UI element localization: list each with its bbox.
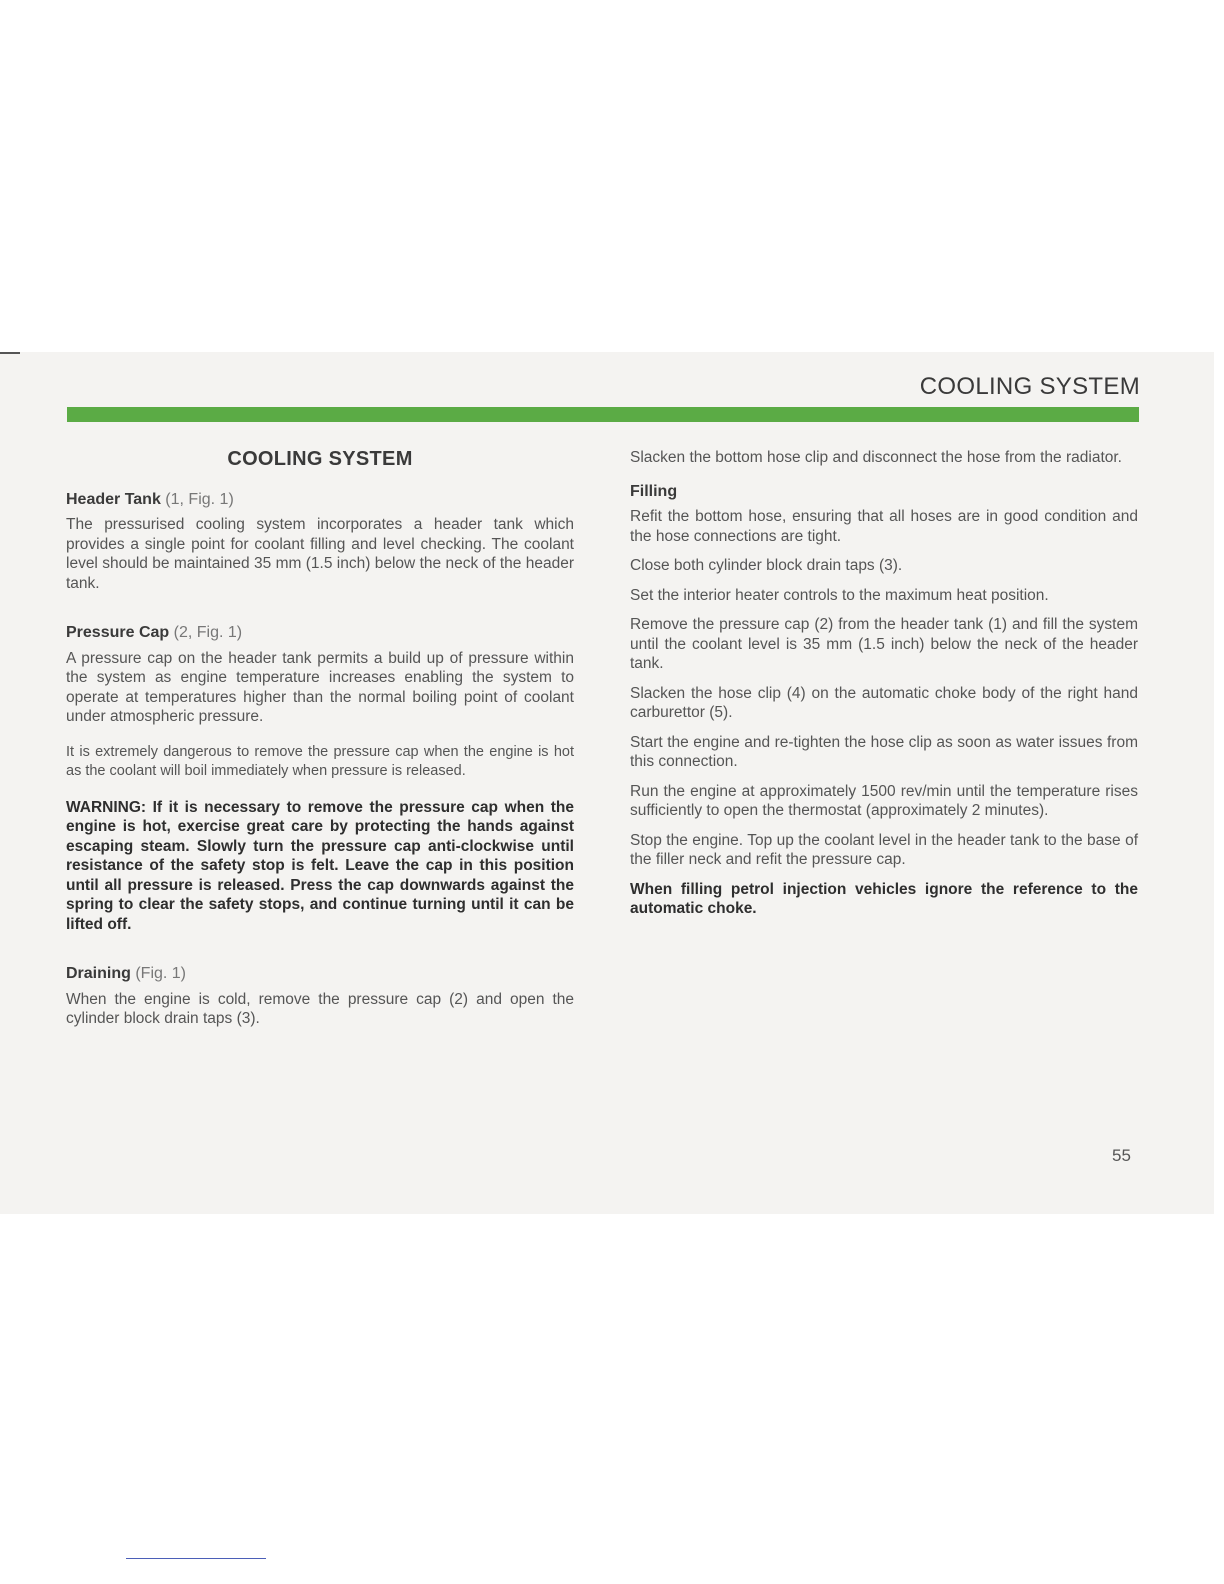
draining-body: When the engine is cold, remove the pressure cap (2) and open the cylinder block drain taps (3). — [66, 990, 574, 1027]
running-head: COOLING SYSTEM — [919, 373, 1140, 400]
filling-step: Refit the bottom hose, ensuring that all hoses are in good condition and the hose connections are tight. — [630, 508, 1138, 545]
accent-band — [67, 407, 1139, 422]
filling-step: Start the engine and re-tighten the hose clip as soon as water issues from this connection. — [630, 733, 1138, 770]
page-number: 55 — [1112, 1146, 1131, 1165]
filling-title: Filling — [630, 482, 678, 500]
pressure-cap-body: A pressure cap on the header tank permits a build up of pressure within the system as engine temperature increases enabling the system to operate at temperatures higher than the normal boiling point of coolant under atmospheric pressure. — [66, 649, 574, 725]
header-tank-body: The pressurised cooling system incorporates a header tank which provides a single point for coolant filling and level checking. The coolant level should be maintained 35 mm (1.5 inch) below the neck of the header tank. — [66, 516, 574, 592]
filling-step: Remove the pressure cap (2) from the header tank (1) and fill the system until the coolant level is 35 mm (1.5 inch) below the neck of the header tank. — [630, 616, 1138, 672]
pressure-cap-ref: (2, Fig. 1) — [169, 624, 243, 641]
pressure-cap-note: It is extremely dangerous to remove the pressure cap when the engine is hot as the coolant will boil immediately when pressure is released. — [66, 743, 574, 779]
draining-title: Draining — [66, 965, 131, 982]
scan-edge-mark — [0, 352, 20, 354]
draining-ref: (Fig. 1) — [130, 965, 187, 982]
filling-heading — [630, 482, 1138, 502]
injection-note: When filling petrol injection vehicles ignore the reference to the automatic choke. — [630, 880, 1138, 917]
filling-step: Set the interior heater controls to the maximum heat position. — [630, 586, 1049, 604]
pressure-cap-heading — [66, 623, 574, 643]
left-column — [66, 448, 574, 1039]
header-tank-ref: (1, Fig. 1) — [160, 490, 234, 508]
header-tank-heading — [66, 490, 574, 510]
filling-step: Close both cylinder block drain taps (3). — [630, 557, 903, 574]
section-title: COOLING SYSTEM — [227, 448, 413, 470]
filling-step: Slacken the hose clip (4) on the automatic choke body of the right hand carburettor (5). — [630, 684, 1138, 721]
draining-heading — [66, 964, 574, 984]
draining-continued: Slacken the bottom hose clip and disconnect the hose from the radiator. — [630, 449, 1122, 466]
warning-text: WARNING: If it is necessary to remove the pressure cap when the engine is hot, exercise great care by protecting the hands against escaping steam. Slowly turn the pressure cap anti-clockwise until resistance of the safety stop is felt. Leave the cap in this position until all pressure is released. Press the cap downwards against the spring to clear the safety stops, and continue turning until it can be lifted off. — [66, 798, 574, 933]
underline-mark — [126, 1558, 266, 1559]
filling-step: Stop the engine. Top up the coolant level in the header tank to the base of the filler neck and refit the pressure cap. — [630, 831, 1138, 868]
pressure-cap-title: Pressure Cap — [66, 624, 170, 641]
right-column — [630, 448, 1138, 929]
header-tank-title: Header Tank — [66, 490, 161, 508]
filling-step: Run the engine at approximately 1500 rev/min until the temperature rises sufficiently to open the thermostat (approximately 2 minutes). — [630, 782, 1138, 819]
